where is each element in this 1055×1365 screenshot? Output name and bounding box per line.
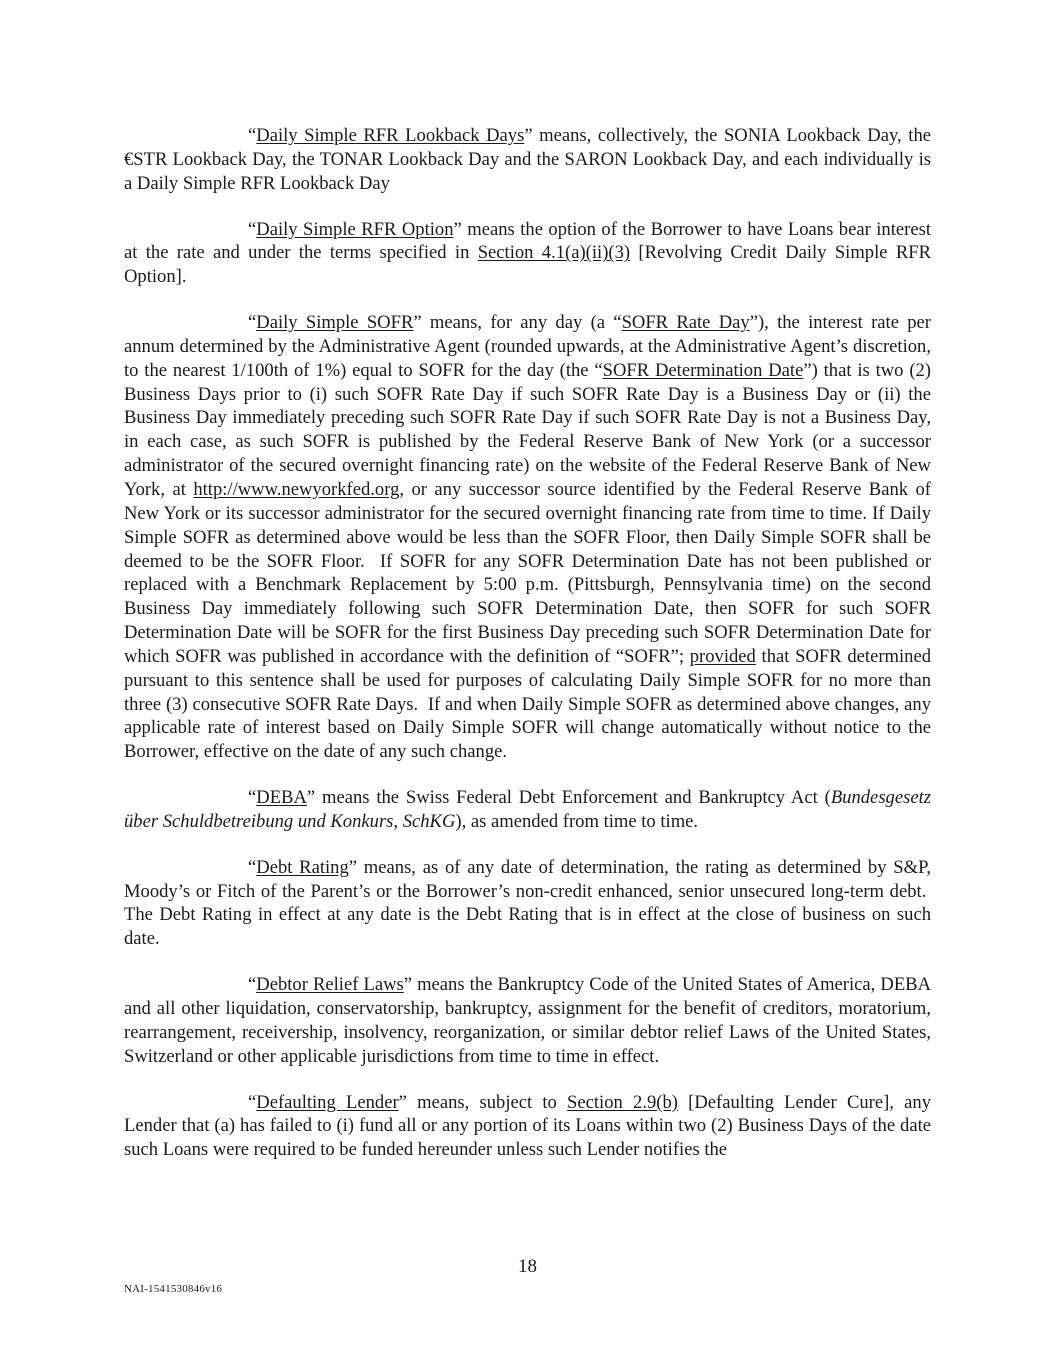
newyorkfed-link[interactable]: http://www.newyorkfed.org (193, 478, 400, 500)
section-reference: Section 2.9(b) (567, 1091, 678, 1113)
defined-term: Daily Simple SOFR (256, 312, 414, 334)
definition-debtor-relief-laws: “Debtor Relief Laws” means the Bankruptcy Code of the United States of America, DEBA and all other liquidation, conservatorship, bankruptcy, assignment for the benefit of creditors, moratorium, rearrangement, receivership, insolvency, reorganization, or similar debtor relief Laws of the United States, Switzerland or other applicable jurisdictions from time to time in effect. (124, 974, 932, 1067)
definition-daily-simple-sofr: “Daily Simple SOFR” means, for any day (a “SOFR Rate Day”), the interest rate per annum determined by the Administrative Agent (rounded upwards, at the Administrative Agent’s discretion, to the nearest 1/100th of 1%) equal to SOFR for the day (the “SOFR Determination Date”) that is two (2) Business Days prior to (i) such SOFR Rate Day if such SOFR Rate Day is a Business Day or (ii) the Business Day immediately preceding such SOFR Rate Day if such SOFR Rate Day is not a Business Day, in each case, as such SOFR is published by the Federal Reserve Bank of New York (or a successor administrator of the secured overnight financing rate) on the website of the Federal Reserve Bank of New York, at http://www.newyorkfed.org, or any successor source identified by the Federal Reserve Bank of New York or its successor administrator for the secured overnight financing rate from time to time. If Daily Simple SOFR as determined above would be less than the SOFR Floor, then Daily Simple SOFR shall be deemed to be the SOFR Floor. If SOFR for any SOFR Determination Date has not been published or replaced with a Benchmark Replacement by 5:00 p.m. (Pittsburgh, Pennsylvania time) on the second Business Day immediately following such SOFR Determination Date, then SOFR for such SOFR Determination Date will be SOFR for the first Business Day preceding such SOFR Determination Date for which SOFR was published in accordance with the definition of “SOFR”; provided that SOFR determined pursuant to this sentence shall be used for purposes of calculating Daily Simple SOFR for no more than three (3) consecutive SOFR Rate Days. If and when Daily Simple SOFR as determined above changes, any applicable rate of interest based on Daily Simple SOFR will change automatically without notice to the Borrower, effective on the date of any such change. (124, 312, 931, 763)
definition-debt-rating: “Debt Rating” means, as of any date of determination, the rating as determined by S&P, Moody’s or Fitch of the Parent’s or the Borrower’s non-credit enhanced, senior unsecured long-term debt. The Debt Rating in effect at any date is the Debt Rating that is in effect at the close of business on such date. (124, 856, 932, 950)
defined-term: Debt Rating (256, 856, 349, 878)
defined-term: SOFR Rate Day (621, 312, 750, 334)
section-reference: Section 4.1(a)(ii)(3) (477, 242, 631, 264)
defined-term: Debtor Relief Laws (256, 974, 404, 996)
document-body (124, 124, 931, 1184)
document-id: NAI-1541530846v16 (124, 1283, 223, 1295)
definition-defaulting-lender: “Defaulting Lender” means, subject to Section 2.9(b) [Defaulting Lender Cure], any Lender that (a) has failed to (i) fund all or any portion of its Loans within two (2) Business Days of the date such Loans were required to be funded hereunder unless such Lender notifies the (124, 1091, 932, 1161)
italic-statute-name: Bundesgesetz über Schuldbetreibung und Konkurs, SchKG (124, 787, 931, 832)
defined-term: Daily Simple RFR Lookback Days (256, 125, 525, 146)
definition-daily-simple-rfr-lookback-days: “Daily Simple RFR Lookback Days” means, collectively, the SONIA Lookback Day, the €STR Lookback Day, the TONAR Lookback Day and the SARON Lookback Day, and each individually is a Daily Simple RFR Lookback Day (124, 125, 932, 194)
provided-term: provided (689, 645, 756, 667)
defined-term: Daily Simple RFR Option (256, 218, 454, 240)
definition-deba: “DEBA” means the Swiss Federal Debt Enforcement and Bankruptcy Act (Bundesgesetz über Schuldbetreibung und Konkurs, SchKG), as amended from time to time. (124, 787, 931, 832)
defined-term: Defaulting Lender (256, 1091, 399, 1113)
page-number: 18 (518, 1256, 537, 1277)
defined-term: DEBA (256, 787, 307, 809)
definition-daily-simple-rfr-option: “Daily Simple RFR Option” means the option of the Borrower to have Loans bear interest at the rate and under the terms specified in Section 4.1(a)(ii)(3) [Revolving Credit Daily Simple RFR Option]. (124, 218, 931, 288)
defined-term: SOFR Determination Date (602, 359, 804, 381)
